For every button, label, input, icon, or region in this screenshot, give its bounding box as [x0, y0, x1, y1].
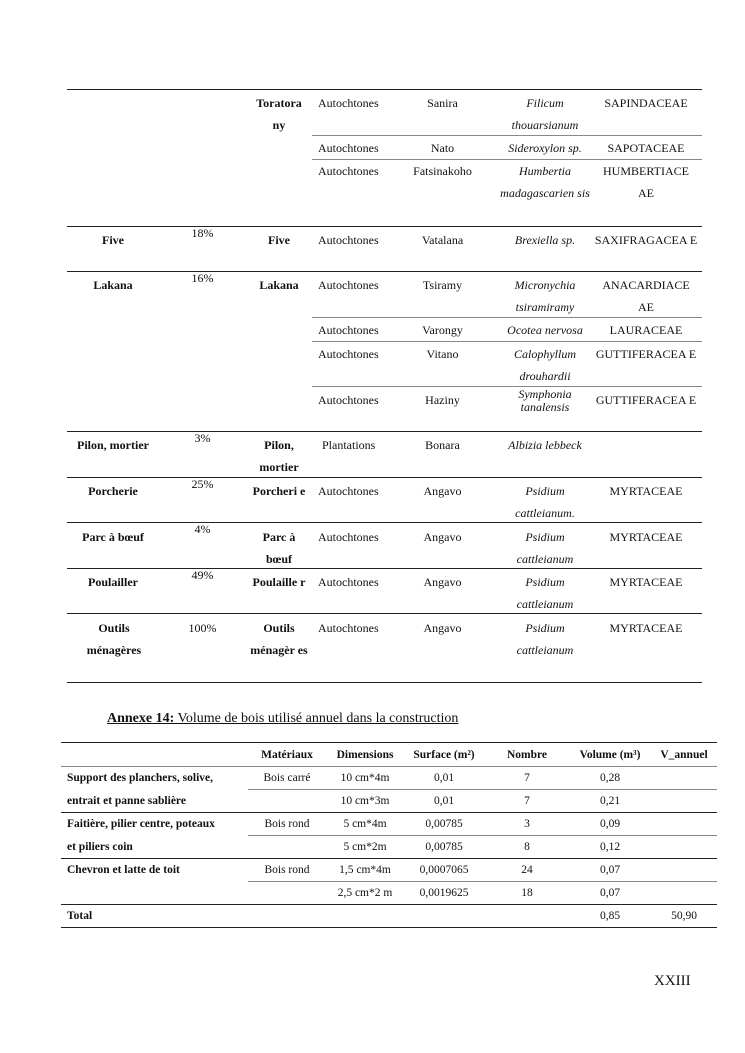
- local-name: Varongy: [422, 323, 463, 337]
- count: 8: [524, 841, 530, 853]
- local-name: Angavo: [423, 575, 462, 589]
- element: Chevron et latte de toit: [67, 864, 180, 876]
- scientific-name: Humbertia madagascarien sis: [500, 164, 590, 200]
- surface: 0,01: [433, 772, 455, 784]
- percentage: 4%: [194, 522, 211, 536]
- dimensions: 5 cm*4m: [343, 818, 387, 830]
- scientific-name: Albizia lebbeck: [508, 438, 582, 452]
- origin: Autochtones: [318, 484, 379, 498]
- local-name: Angavo: [423, 621, 462, 635]
- family: SAPOTACEAE: [607, 141, 685, 155]
- dimensions: 10 cm*3m: [340, 795, 390, 807]
- usage: Lakana: [93, 278, 133, 292]
- local-name: Sanira: [427, 96, 458, 110]
- local-name: Vitano: [426, 347, 459, 361]
- count: 24: [521, 864, 533, 876]
- origin: Autochtones: [318, 575, 379, 589]
- volume: 0,07: [599, 864, 621, 876]
- origin: Plantations: [322, 438, 376, 452]
- percentage: 3%: [194, 431, 211, 445]
- origin: Autochtones: [318, 530, 379, 544]
- dimensions: 2,5 cm*2 m: [337, 887, 393, 899]
- origin: Autochtones: [318, 278, 379, 292]
- surface: 0,01: [433, 795, 455, 807]
- local-name: Vatalana: [421, 233, 464, 247]
- total-label: Total: [67, 910, 93, 922]
- page-number: XXIII: [654, 973, 691, 989]
- family: ANACARDIACE AE: [602, 278, 690, 314]
- element: Support des planchers, solive,: [67, 772, 214, 784]
- total-v-annuel: 50,90: [671, 910, 697, 922]
- surface: 0,00785: [425, 818, 463, 830]
- sub-usage: Porcheri e: [252, 484, 306, 498]
- header-volume: Volume (m³): [579, 749, 641, 761]
- sub-usage: Toratora ny: [256, 96, 302, 132]
- sub-usage: Poulaille r: [252, 575, 306, 589]
- count: 7: [524, 772, 530, 784]
- local-name: Tsiramy: [422, 278, 463, 292]
- usage: Five: [102, 233, 124, 247]
- family: MYRTACEAE: [609, 575, 683, 589]
- origin: Autochtones: [318, 323, 379, 337]
- local-name: Bonara: [425, 438, 460, 452]
- origin: Autochtones: [318, 141, 379, 155]
- material: Bois rond: [264, 818, 310, 830]
- scientific-name: Psidium cattleianum: [516, 621, 574, 657]
- element: Faitière, pilier centre, poteaux: [67, 818, 215, 830]
- annexe-title: [107, 711, 458, 727]
- total-volume: 0,85: [599, 910, 621, 922]
- percentage: 100%: [188, 621, 217, 635]
- family: LAURACEAE: [609, 323, 683, 337]
- dimensions: 10 cm*4m: [340, 772, 390, 784]
- usage: Parc à bœuf: [82, 530, 144, 544]
- origin: Autochtones: [318, 347, 379, 361]
- volume: 0,09: [599, 818, 621, 830]
- origin: Autochtones: [318, 164, 379, 178]
- local-name: Angavo: [423, 484, 462, 498]
- sub-usage: Pilon, mortier: [259, 438, 299, 474]
- scientific-name: Psidium cattleianum.: [515, 484, 575, 520]
- scientific-name: Ocotea nervosa: [507, 323, 583, 337]
- header-surface: Surface (m²): [413, 749, 475, 761]
- local-name: Angavo: [423, 530, 462, 544]
- family: MYRTACEAE: [609, 530, 683, 544]
- element: et piliers coin: [67, 841, 133, 853]
- usage: Pilon, mortier: [77, 438, 149, 452]
- percentage: 16%: [191, 271, 214, 285]
- count: 3: [524, 818, 530, 830]
- surface: 0,0019625: [419, 887, 469, 899]
- scientific-name: Micronychia tsiramiramy: [514, 278, 576, 314]
- header-materiaux: Matériaux: [261, 749, 313, 761]
- local-name: Fatsinakoho: [413, 164, 472, 178]
- volume: 0,21: [599, 795, 621, 807]
- family: GUTTIFERACEA E: [595, 393, 697, 407]
- local-name: Haziny: [425, 393, 460, 407]
- surface: 0,0007065: [419, 864, 469, 876]
- dimensions: 5 cm*2m: [343, 841, 387, 853]
- sub-usage: Lakana: [259, 278, 299, 292]
- origin: Autochtones: [318, 233, 379, 247]
- usage: Porcherie: [88, 484, 138, 498]
- family: SAXIFRAGACEA E: [594, 233, 698, 247]
- material: Bois rond: [264, 864, 310, 876]
- volume: 0,28: [599, 772, 621, 784]
- dimensions: 1,5 cm*4m: [339, 864, 391, 876]
- family: HUMBERTIACE AE: [603, 164, 689, 200]
- sub-usage: Parc à bœuf: [262, 530, 296, 566]
- scientific-name: Symphonia tanalensis: [518, 387, 572, 414]
- count: 18: [521, 887, 533, 899]
- local-name: Nato: [430, 141, 455, 155]
- header-dimensions: Dimensions: [336, 749, 394, 761]
- origin: Autochtones: [318, 96, 379, 110]
- origin: Autochtones: [318, 393, 379, 407]
- scientific-name: Brexiella sp.: [514, 233, 576, 247]
- scientific-name: Psidium cattleianum: [516, 530, 574, 566]
- family: MYRTACEAE: [609, 621, 683, 635]
- scientific-name: Sideroxylon sp.: [508, 141, 582, 155]
- family: GUTTIFERACEA E: [595, 347, 697, 361]
- sub-usage: Five: [268, 233, 290, 247]
- header-nombre: Nombre: [506, 749, 548, 761]
- material: Bois carré: [263, 772, 311, 784]
- percentage: 18%: [191, 226, 214, 240]
- count: 7: [524, 795, 530, 807]
- usage: Poulailler: [88, 575, 138, 589]
- volume: 0,12: [599, 841, 621, 853]
- sub-usage: Outils ménagèr es: [250, 621, 308, 657]
- element: entrait et panne sablière: [67, 795, 186, 807]
- family: SAPINDACEAE: [604, 96, 688, 110]
- annexe-title-text: Volume de bois utilisé annuel dans la construction: [174, 711, 459, 726]
- scientific-name: Calophyllum drouhardii: [514, 347, 576, 383]
- scientific-name: Filicum thouarsianum: [511, 96, 579, 132]
- header-v-annuel: V_annuel: [660, 749, 708, 761]
- surface: 0,00785: [425, 841, 463, 853]
- scientific-name: Psidium cattleianum: [516, 575, 574, 611]
- percentage: 25%: [191, 477, 214, 491]
- volume: 0,07: [599, 887, 621, 899]
- annexe-label: Annexe 14:: [107, 711, 175, 726]
- origin: Autochtones: [318, 621, 379, 635]
- percentage: 49%: [191, 568, 214, 582]
- usage: Outils ménagères: [86, 621, 142, 657]
- family: MYRTACEAE: [609, 484, 683, 498]
